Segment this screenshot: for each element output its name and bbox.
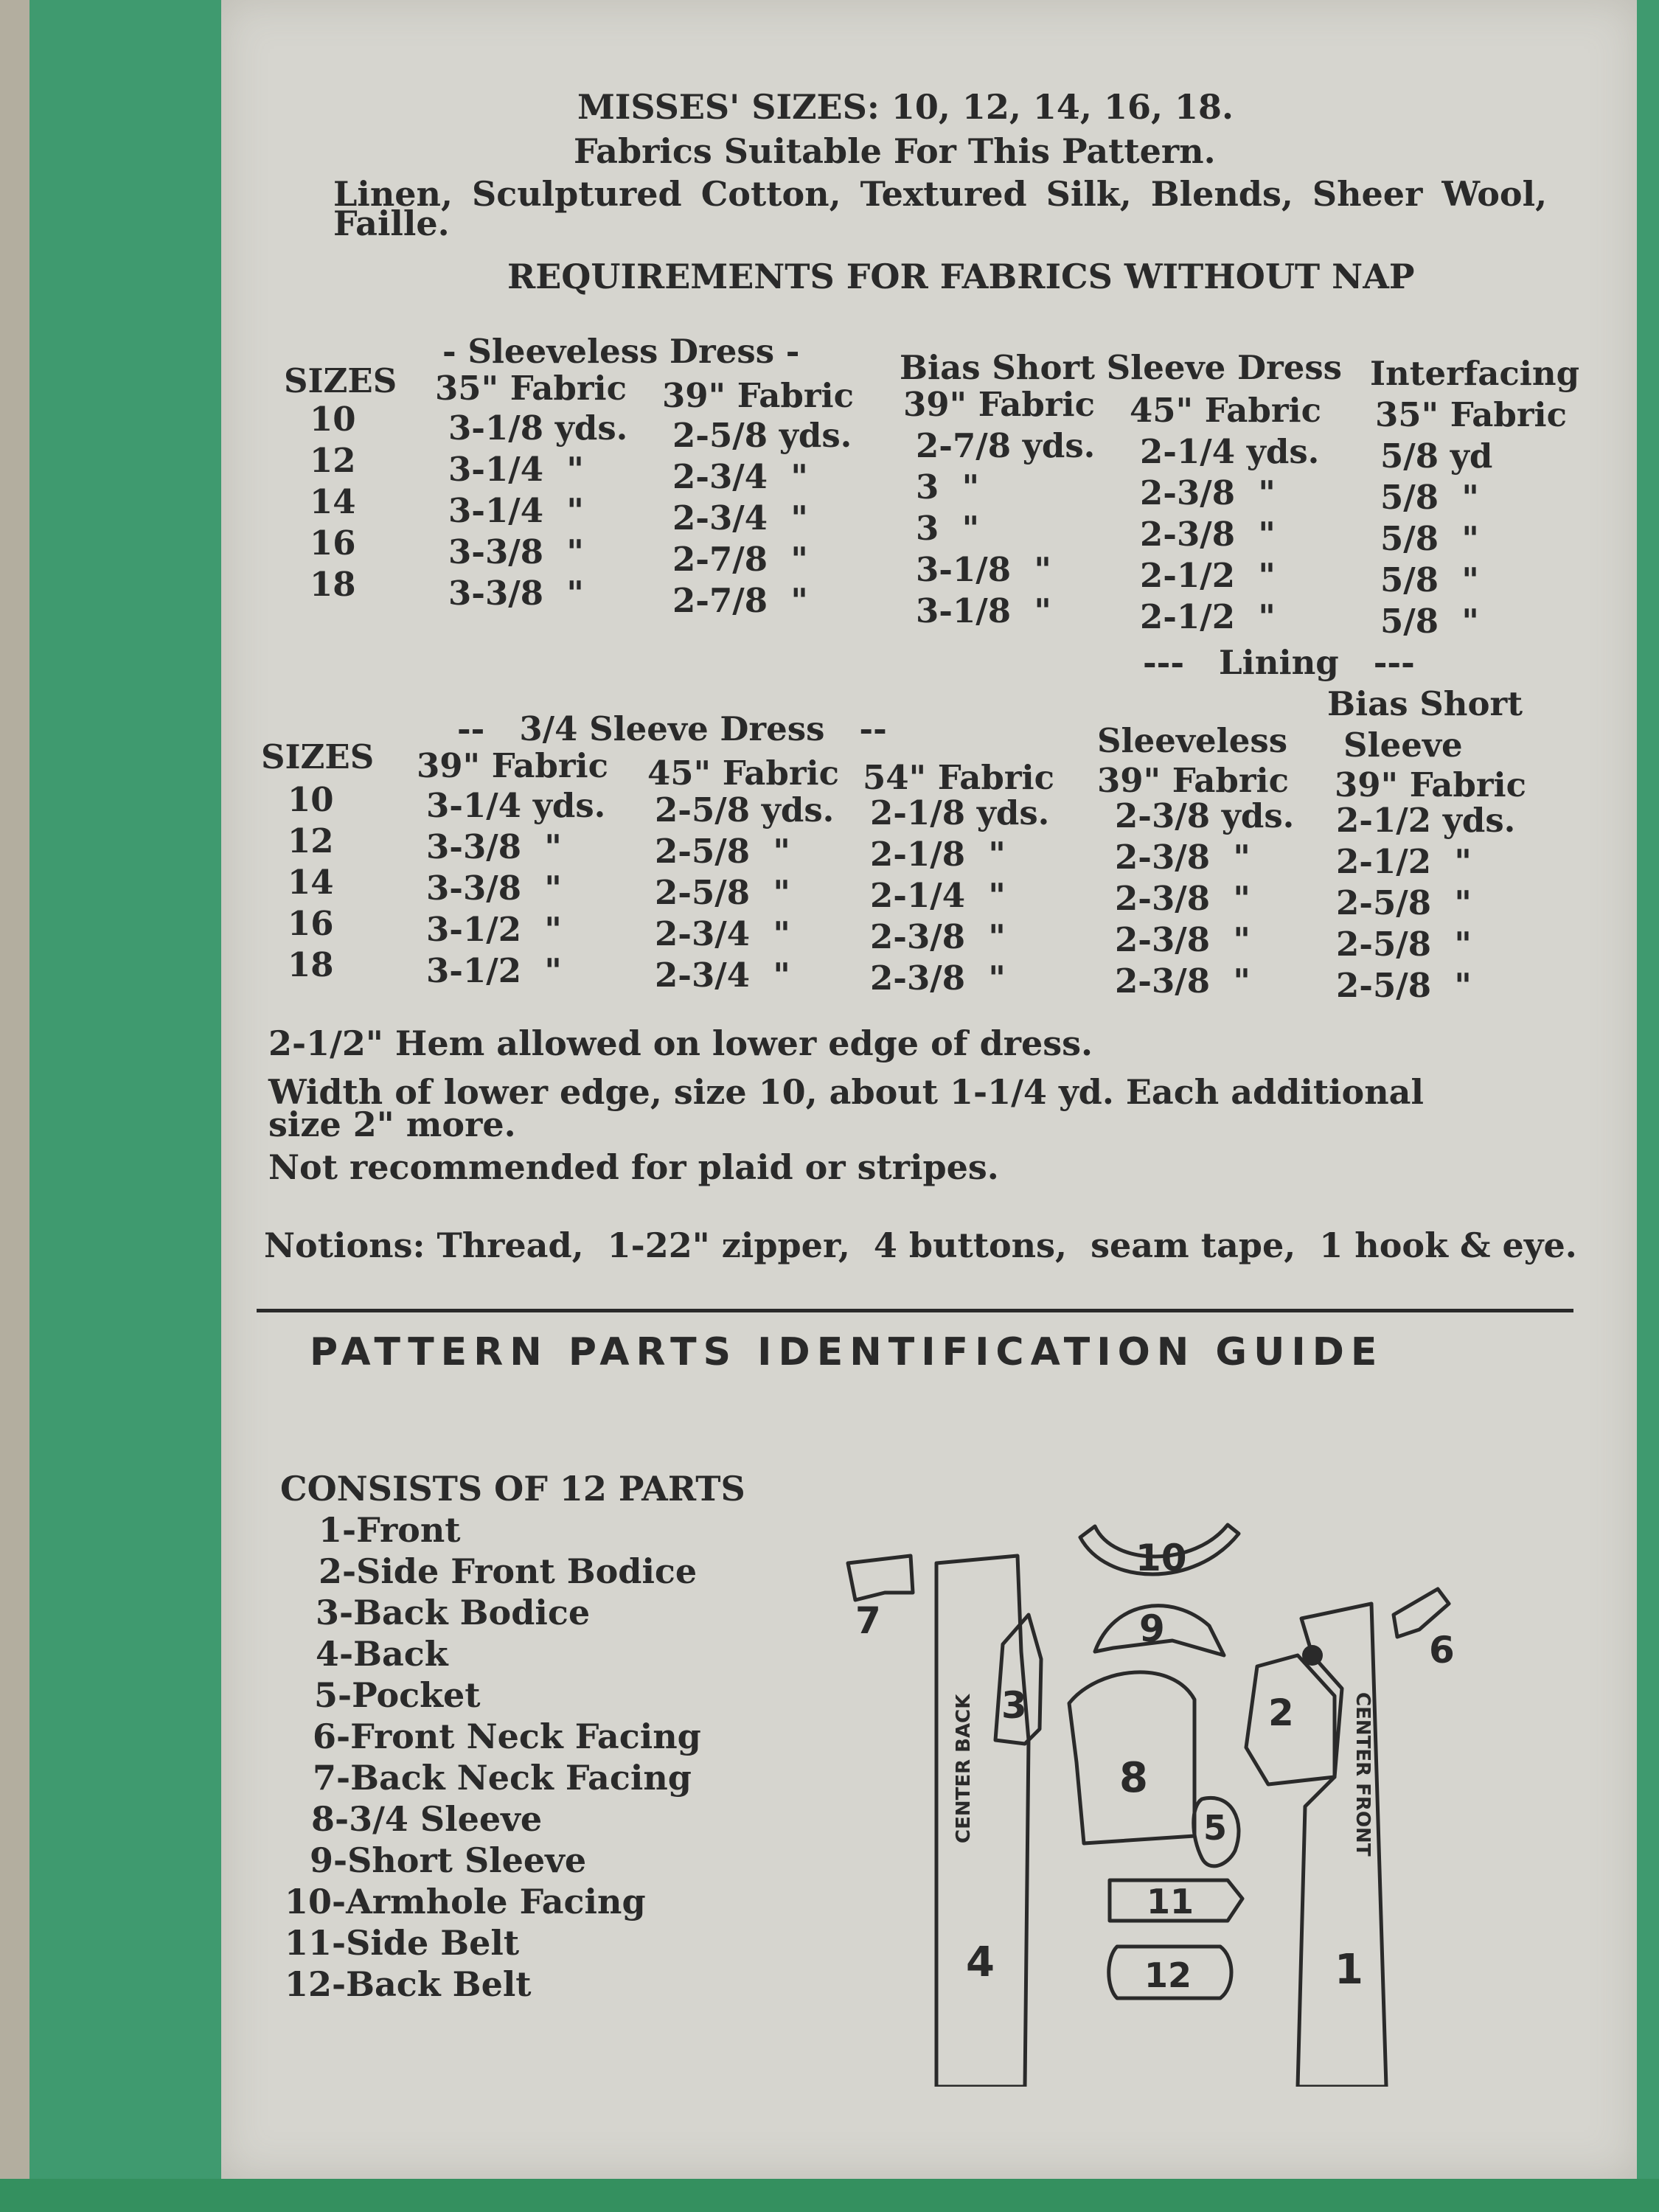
group-three-quarter: -- 3/4 Sleeve Dress -- <box>457 709 887 748</box>
table2-cell-r2-c4: 2-3/8 " <box>1115 879 1251 918</box>
diagram-number-2: 2 <box>1268 1691 1294 1734</box>
diagram-number-6: 6 <box>1429 1629 1455 1672</box>
part-item-3: 3-Back Bodice <box>316 1593 591 1632</box>
pattern-envelope-back <box>221 0 1637 2179</box>
guide-title: PATTERN PARTS IDENTIFICATION GUIDE <box>310 1330 1384 1374</box>
table2-cell-r1-c5: 2-1/2 " <box>1336 842 1472 881</box>
table1-cell-r2-c3: 3 " <box>916 509 980 548</box>
table2-cell-r3-c0: 16 <box>288 904 334 943</box>
table2-cell-r4-c1: 3-1/2 " <box>426 951 562 990</box>
part-item-1: 1-Front <box>319 1510 461 1550</box>
table1-cell-r0-c0: 10 <box>310 400 356 439</box>
group-sleeve-lining: Sleeve <box>1343 726 1463 765</box>
table2-cell-r3-c1: 3-1/2 " <box>426 910 562 949</box>
group-sleeveless: - Sleeveless Dress - <box>442 332 800 371</box>
table2-cell-r4-c0: 18 <box>288 945 334 984</box>
table1-cell-r0-c4: 2-1/4 yds. <box>1140 432 1320 471</box>
col-45-2: 45" Fabric <box>647 754 840 793</box>
table2-cell-r2-c5: 2-5/8 " <box>1336 883 1472 922</box>
pattern-pieces-diagram <box>826 1497 1504 2087</box>
table2-cell-r0-c3: 2-1/8 yds. <box>870 793 1050 832</box>
table1-cell-r1-c3: 3 " <box>916 467 980 507</box>
table2-cell-r0-c1: 3-1/4 yds. <box>426 786 606 825</box>
width-note-1: Width of lower edge, size 10, about 1-1/4 yd. Each additional <box>268 1072 1424 1112</box>
part-item-5: 5-Pocket <box>314 1675 481 1715</box>
consists-heading: CONSISTS OF 12 PARTS <box>280 1469 745 1509</box>
part-item-11: 11-Side Belt <box>285 1923 520 1963</box>
group-bias: Bias Short Sleeve Dress <box>900 348 1343 387</box>
part-item-7: 7-Back Neck Facing <box>313 1758 692 1798</box>
center-front-label: CENTER FRONT <box>1352 1692 1374 1857</box>
piece-back <box>936 1556 1029 2087</box>
table2-cell-r1-c2: 2-5/8 " <box>655 832 790 871</box>
fabrics-title: Fabrics Suitable For This Pattern. <box>574 131 1216 171</box>
part-item-12: 12-Back Belt <box>285 1964 532 2004</box>
width-note-2: size 2" more. <box>268 1105 516 1144</box>
table1-cell-r4-c4: 2-1/2 " <box>1140 597 1276 636</box>
col-35i: 35" Fabric <box>1375 395 1568 434</box>
table1-cell-r3-c5: 5/8 " <box>1380 560 1479 599</box>
table2-cell-r3-c2: 2-3/4 " <box>655 914 790 953</box>
envelope-bottom-edge <box>0 2179 1659 2212</box>
col-sizes: SIZES <box>284 361 397 400</box>
table1-cell-r3-c3: 3-1/8 " <box>916 550 1051 589</box>
diagram-number-7: 7 <box>855 1599 881 1642</box>
col-45: 45" Fabric <box>1130 391 1322 430</box>
diagram-number-12: 12 <box>1144 1955 1192 1995</box>
piece-back-neck-facing <box>848 1556 913 1600</box>
part-item-8: 8-3/4 Sleeve <box>311 1799 543 1839</box>
table1-cell-r2-c2: 2-3/4 " <box>672 498 808 538</box>
part-item-10: 10-Armhole Facing <box>285 1882 646 1921</box>
table1-cell-r1-c1: 3-1/4 " <box>448 450 584 489</box>
diagram-number-11: 11 <box>1147 1882 1194 1921</box>
col-54-2: 54" Fabric <box>863 758 1055 797</box>
table1-cell-r0-c3: 2-7/8 yds. <box>916 426 1096 465</box>
table1-cell-r3-c0: 16 <box>310 524 356 563</box>
table2-cell-r1-c0: 12 <box>288 821 334 860</box>
table1-cell-r1-c0: 12 <box>310 441 356 480</box>
diagram-number-8: 8 <box>1119 1754 1148 1802</box>
col-35: 35" Fabric <box>435 369 627 408</box>
col-39s-2: 39" Fabric <box>1097 761 1290 800</box>
sizes-line: MISSES' SIZES: 10, 12, 14, 16, 18. <box>577 87 1234 127</box>
col-39-2: 39" Fabric <box>417 746 609 785</box>
table1-cell-r2-c4: 2-3/8 " <box>1140 515 1276 554</box>
table1-cell-r0-c5: 5/8 yd <box>1380 437 1493 476</box>
table2-cell-r0-c4: 2-3/8 yds. <box>1115 796 1295 835</box>
table1-cell-r0-c2: 2-5/8 yds. <box>672 416 852 455</box>
table2-cell-r3-c3: 2-3/8 " <box>870 917 1006 956</box>
table2-cell-r1-c1: 3-3/8 " <box>426 827 562 866</box>
col-39b: 39" Fabric <box>903 385 1096 424</box>
diagram-number-3: 3 <box>1001 1684 1027 1727</box>
fabrics-line-2: Faille. <box>333 204 450 243</box>
table1-cell-r4-c0: 18 <box>310 565 356 604</box>
center-back-label: CENTER BACK <box>953 1694 975 1843</box>
table2-cell-r4-c5: 2-5/8 " <box>1336 966 1472 1005</box>
fabrics-line-1: Linen, Sculptured Cotton, Textured Silk, Blends, Sheer Wool, <box>333 174 1548 214</box>
table1-cell-r1-c2: 2-3/4 " <box>672 457 808 496</box>
group-interfacing: Interfacing <box>1370 354 1580 393</box>
requirements-title: REQUIREMENTS FOR FABRICS WITHOUT NAP <box>507 257 1415 296</box>
part-item-2: 2-Side Front Bodice <box>319 1551 698 1591</box>
table1-cell-r3-c4: 2-1/2 " <box>1140 556 1276 595</box>
table1-cell-r1-c5: 5/8 " <box>1380 478 1479 517</box>
lining-label: --- Lining --- <box>1143 643 1415 682</box>
diagram-number-9: 9 <box>1139 1607 1165 1650</box>
table2-cell-r0-c2: 2-5/8 yds. <box>655 790 835 830</box>
table1-cell-r1-c4: 2-3/8 " <box>1140 473 1276 512</box>
table2-cell-r3-c5: 2-5/8 " <box>1336 925 1472 964</box>
table1-cell-r2-c0: 14 <box>310 482 356 521</box>
col-39b-2: 39" Fabric <box>1335 765 1527 804</box>
diagram-number-5: 5 <box>1203 1808 1228 1848</box>
part-item-4: 4-Back <box>316 1634 448 1674</box>
bias-short-label: Bias Short <box>1327 684 1523 723</box>
col-39a: 39" Fabric <box>662 376 855 415</box>
table2-cell-r4-c2: 2-3/4 " <box>655 956 790 995</box>
hem-note: 2-1/2" Hem allowed on lower edge of dress. <box>268 1023 1093 1063</box>
table1-cell-r3-c1: 3-3/8 " <box>448 532 584 571</box>
diagram-number-1: 1 <box>1335 1946 1363 1994</box>
table1-cell-r2-c5: 5/8 " <box>1380 519 1479 558</box>
left-paper-edge <box>0 0 29 2212</box>
table2-cell-r2-c0: 14 <box>288 863 334 902</box>
table1-cell-r0-c1: 3-1/8 yds. <box>448 408 628 448</box>
divider-rule <box>257 1309 1573 1312</box>
button-mark <box>1302 1645 1323 1666</box>
table2-cell-r4-c4: 2-3/8 " <box>1115 961 1251 1001</box>
plaid-note: Not recommended for plaid or stripes. <box>268 1147 999 1187</box>
diagram-number-10: 10 <box>1135 1537 1187 1579</box>
table1-cell-r3-c2: 2-7/8 " <box>672 540 808 579</box>
table2-cell-r2-c2: 2-5/8 " <box>655 873 790 912</box>
table2-cell-r1-c4: 2-3/8 " <box>1115 838 1251 877</box>
part-item-6: 6-Front Neck Facing <box>313 1717 701 1756</box>
table2-cell-r1-c3: 2-1/8 " <box>870 835 1006 874</box>
table1-cell-r4-c5: 5/8 " <box>1380 602 1479 641</box>
table2-cell-r0-c5: 2-1/2 yds. <box>1336 801 1516 840</box>
group-sleeveless-lining: Sleeveless <box>1097 721 1288 760</box>
part-item-9: 9-Short Sleeve <box>310 1840 587 1880</box>
table1-cell-r2-c1: 3-1/4 " <box>448 491 584 530</box>
table1-cell-r4-c2: 2-7/8 " <box>672 581 808 620</box>
table2-cell-r0-c0: 10 <box>288 780 334 819</box>
table1-cell-r4-c3: 3-1/8 " <box>916 591 1051 630</box>
diagram-number-4: 4 <box>966 1938 995 1986</box>
table2-cell-r2-c1: 3-3/8 " <box>426 869 562 908</box>
table2-cell-r4-c3: 2-3/8 " <box>870 959 1006 998</box>
table2-cell-r3-c4: 2-3/8 " <box>1115 920 1251 959</box>
table1-cell-r4-c1: 3-3/8 " <box>448 574 584 613</box>
col-sizes-2: SIZES <box>261 737 375 776</box>
notions-line: Notions: Thread, 1-22" zipper, 4 buttons, seam tape, 1 hook & eye. <box>264 1225 1577 1265</box>
table2-cell-r2-c3: 2-1/4 " <box>870 876 1006 915</box>
